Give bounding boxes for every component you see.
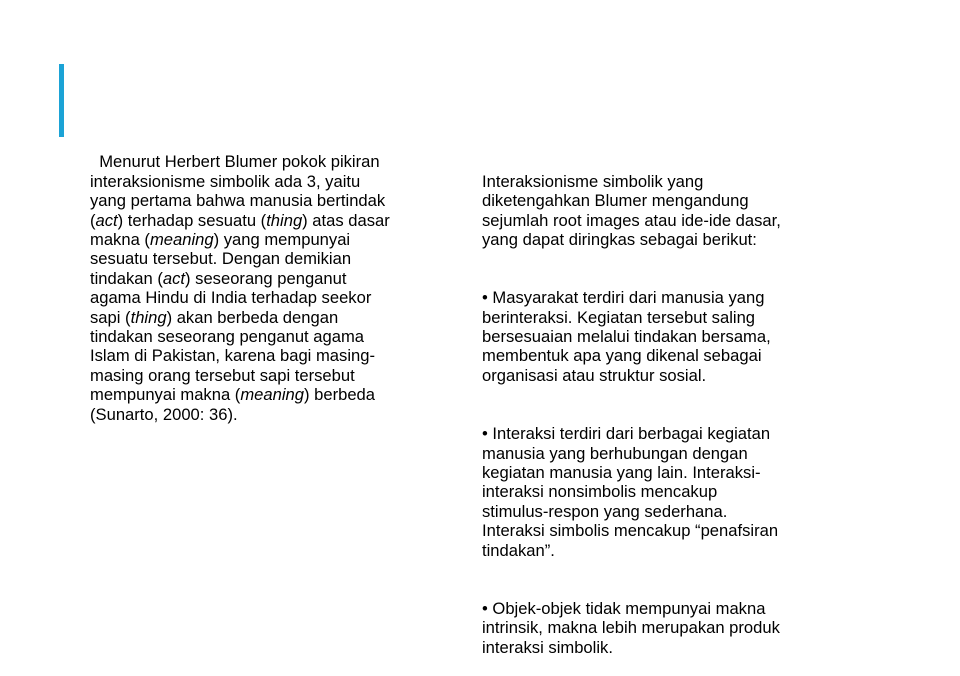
text-segment: ) berbeda (Sunarto, 2000: 36).: [90, 385, 376, 424]
left-column-text: [90, 133, 465, 424]
text-segment: ) atas dasar makna (: [90, 210, 390, 250]
bullet-paragraph: • Interaksi terdiri dari berbagai kegiatan manusia yang berhubungan dengan kegiatan manusia yang lain. Interaksi- interaksi nonsimbolis mencakup stimulus-respon yang sederhana. Interaksi simbolis mencakup “penafsiran tindakan”.: [482, 424, 779, 560]
italic-term: act: [162, 268, 186, 288]
text-segment: ) akan berbeda dengan tindakan seseorang penganut agama Islam di Pakistan, karena bagi masing- masing orang tersebut sapi tersebut mempunyai makna (: [90, 307, 375, 405]
text-segment: Menurut Herbert Blumer pokok pikiran interaksionisme simbolik ada 3, yaitu yang pertama bahwa manusia bertindak (: [90, 152, 386, 230]
italic-term: meaning: [240, 385, 304, 405]
italic-term: thing: [130, 307, 167, 327]
right-column-text: [482, 133, 862, 676]
bullet-paragraph: • Masyarakat terdiri dari manusia yang berinteraksi. Kegiatan tersebut saling bersesuaian melalui tindakan bersama, membentuk apa yang dikenal sebagai organisasi atau struktur sosial.: [482, 288, 771, 385]
text-segment: ) seseorang penganut agama Hindu di India terhadap seekor sapi (: [90, 268, 372, 327]
bullet-paragraph: • Objek-objek tidak mempunyai makna intrinsik, makna lebih merupakan produk interaksi simbolik.: [482, 598, 780, 657]
italic-term: meaning: [149, 230, 214, 250]
text-segment: ) terhadap sesuatu (: [117, 210, 267, 230]
intro-paragraph: Interaksionisme simbolik yang diketengahkan Blumer mengandung sejumlah root images atau ide-ide dasar, yang dapat diringkas sebagai berikut:: [482, 171, 781, 250]
text-segment: ) yang mempunyai sesuatu tersebut. Dengan demikian tindakan (: [90, 230, 352, 288]
italic-term: act: [95, 210, 118, 230]
italic-term: thing: [266, 210, 303, 230]
accent-bar: [59, 64, 64, 137]
